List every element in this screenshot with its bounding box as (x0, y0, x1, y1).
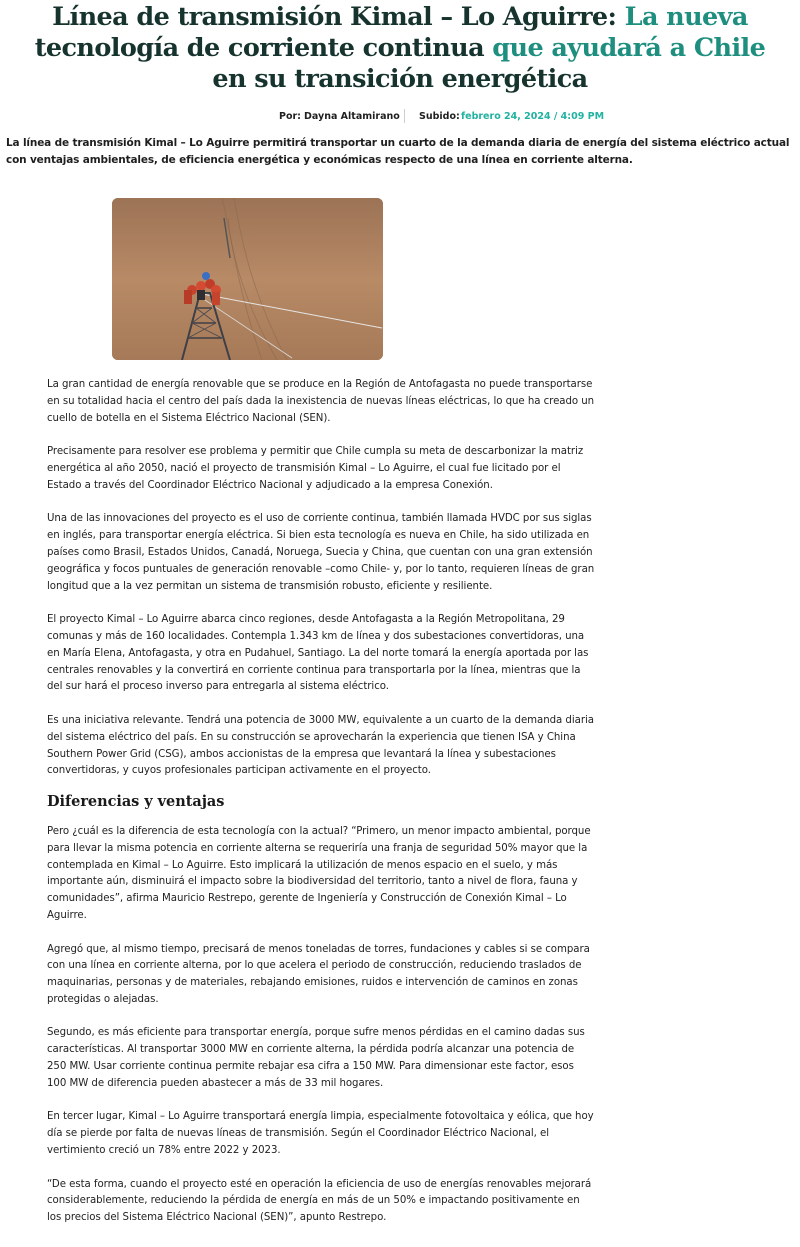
article-title (0, 2, 800, 95)
author-label: Por: (279, 111, 301, 122)
article-paragraph: Precisamente para resolver ese problema y permitir que Chile cumpla su meta de descarbonizar la matriz energética al año 2050, nació el proyecto de transmisión Kimal – Lo Aguirre, el cual fue licitado por el Estado a través del Coordinador Eléctrico Nacional y adjudicado a la empresa Conexión. (47, 446, 584, 491)
article-paragraph: Segundo, es más eficiente para transportar energía, porque sufre menos pérdidas en el camino dadas sus características. Al transportar 3000 MW en corriente alterna, la pérdida podría alcanzar una potencia de 250 MW. Usar corriente continua permite rebajar esa cifra a 150 MW. Para dimensionar este factor, esos 100 MW de diferencia pueden abastecer a más de 33 mil hogares. (47, 1027, 585, 1089)
byline-divider (404, 109, 405, 123)
article-paragraph: Una de las innovaciones del proyecto es el uso de corriente continua, también llamada HVDC por sus siglas en inglés, para transportar energía eléctrica. Si bien esta tecnología es nueva en Chile, ha sido utilizada en países como Brasil, Estados Unidos, Canadá, Noruega, Suecia y China, que cuentan con una gran extensión geográfica y focos puntuales de generación renovable –como Chile- y, por lo tanto, requieren líneas de gran longitud que a la vez permitan un sistema de transmisión robusto, eficiente y resiliente. (47, 513, 595, 592)
article-paragraph: El proyecto Kimal – Lo Aguirre abarca cinco regiones, desde Antofagasta a la Región Metropolitana, 29 comunas y más de 160 localidades. Contempla 1.343 km de línea y dos subestaciones convertidoras, una en María Elena, Antofagasta, y otra en Pudahuel, Santiago. La del norte tomará la energía aportada por las centrales renovables y la convertirá en corriente continua para transportarla por la línea, mientras que la del sur hará el proceso inverso para entregarla al sistema eléctrico. (47, 614, 589, 693)
title-line-1 (0, 2, 800, 33)
title-part: La nueva (624, 2, 748, 32)
section-heading: Diferencias y ventajas (47, 792, 225, 810)
title-part: que ayudará a Chile (492, 33, 766, 63)
article-photo (112, 198, 383, 360)
article-paragraph: La gran cantidad de energía renovable que se produce en la Región de Antofagasta no puede transportarse en su totalidad hacia el centro del país dada la inexistencia de nuevas líneas eléctricas, lo que ha creado un cuello de botella en el Sistema Eléctrico Nacional (SEN). (47, 379, 595, 424)
article-paragraph: Es una iniciativa relevante. Tendrá una potencia de 3000 MW, equivalente a un cuarto de la demanda diaria del sistema eléctrico del país. En su construcción se aprovecharán la experiencia que tienen ISA y China Southern Power Grid (CSG), ambos accionistas de la empresa que levantará la línea y subestaciones convertidoras, y cuyos profesionales participan activamente en el proyecto. (47, 714, 594, 777)
title-line-3 (0, 64, 800, 95)
title-part: en su transición energética (212, 64, 588, 94)
article-paragraph: En tercer lugar, Kimal – Lo Aguirre transportará energía limpia, especialmente fotovoltaica y eólica, que hoy día se pierde por falta de nuevas líneas de transmisión. Según el Coordinador Eléctrico Nacional, el vertimiento creció un 78% entre 2022 y 2023. (47, 1111, 594, 1157)
article-body (47, 377, 595, 1244)
article-paragraph: “De esta forma, cuando el proyecto esté en operación la eficiencia de uso de energías renovables mejorará considerablemente, reduciendo la pérdida de energía en más de un 50% e impactando positivamente en los precios del Sistema Eléctrico Nacional (SEN)”, apunto Restrepo. (47, 1178, 592, 1224)
article-paragraph: Pero ¿cuál es la diferencia de esta tecnología con la actual? “Primero, un menor impacto ambiental, porque para llevar la misma potencia en corriente alterna se requeriría una franja de seguridad 50% mayor que la contemplada en Kimal – Lo Aguirre. Esto implicará la utilización de menos espacio en el suelo, y más importante aún, disminuirá el impacto sobre la biodiversidad del territorio, tanto a nivel de flora, fauna y comunidades”, afirma Mauricio Restrepo, gerente de Ingeniería y Construcción de Conexión Kimal – Lo Aguirre. (47, 825, 591, 921)
title-part: Línea de transmisión Kimal – Lo Aguirre: (52, 2, 617, 32)
author-name[interactable]: Dayna Altamirano (304, 111, 400, 122)
article-paragraph: Agregó que, al mismo tiempo, precisará de menos toneladas de torres, fundaciones y cables si se compara con una línea en corriente alterna, por lo que acelera el periodo de construcción, reduciendo traslados de maquinarias, personas y de materiales, rebajando emisiones, ruidos e intervención de caminos en zonas protegidas o alejadas. (47, 943, 590, 1005)
title-part: tecnología de corriente continua (34, 33, 485, 63)
title-line-2 (0, 33, 800, 64)
uploaded-date: febrero 24, 2024 / 4:09 PM (461, 111, 605, 122)
article-lead: La línea de transmisión Kimal – Lo Aguirre permitirá transportar un cuarto de la demanda diaria de energía del sistema eléctrico actual con ventajas ambientales, de eficiencia energética y económicas respecto de una línea en corriente alterna. (6, 137, 790, 166)
uploaded-label: Subido: (419, 111, 460, 122)
